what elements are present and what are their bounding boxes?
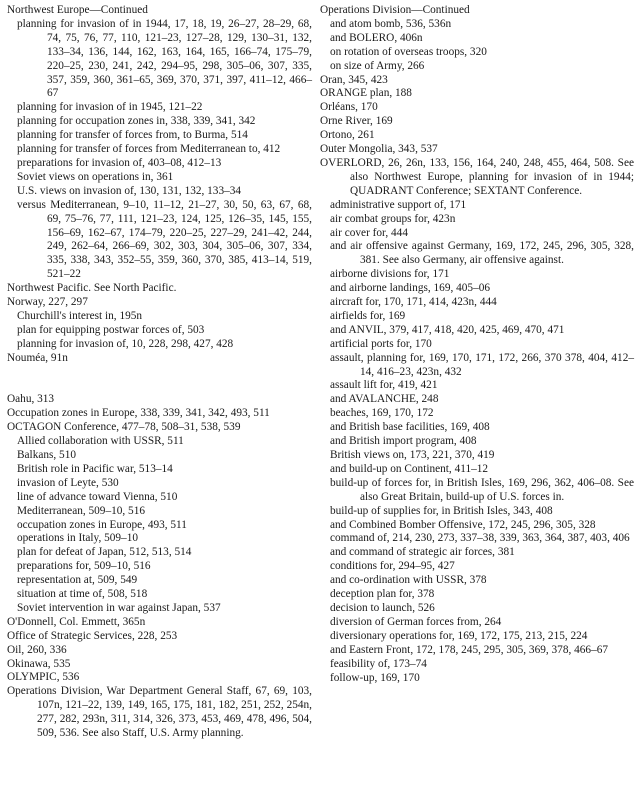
index-subentry: planning for occupation zones in, 338, 339, 341, 342 xyxy=(17,115,256,128)
index-subentry: and air offensive against Germany, 169, 172, 245, 296, 305, 328, 381. See also Germany, air offensive against. xyxy=(330,240,634,267)
index-subentry: and atom bomb, 536, 536n xyxy=(330,17,452,30)
index-subentry: and build-up on Continent, 411–12 xyxy=(330,462,489,475)
index-subentry: planning for invasion of, 10, 228, 298, 427, 428 xyxy=(17,337,234,350)
index-subentry: airfields for, 169 xyxy=(330,309,406,322)
index-subentry: and British base facilities, 169, 408 xyxy=(330,421,490,434)
index-subentry: and AVALANCHE, 248 xyxy=(330,393,439,406)
index-subentry: command of, 214, 230, 273, 337–38, 339, 363, 364, 387, 403, 406 xyxy=(330,532,630,545)
index-entry: Outer Mongolia, 343, 537 xyxy=(320,143,438,156)
index-subentry: artificial ports for, 170 xyxy=(330,337,432,350)
index-subentry: conditions for, 294–95, 427 xyxy=(330,560,455,573)
index-entry: Oran, 345, 423 xyxy=(320,73,388,86)
index-subentry: and airborne landings, 169, 405–06 xyxy=(330,282,491,295)
index-subentry: planning for invasion of in 1944, 17, 18, 19, 26–27, 28–29, 68, 74, 75, 76, 77, 110, 121–23, 127–28, 129, 130–31, 132, 133–34, 136, 144, 162, 163, 164, 165, 166–74, 175–79, 220–25, 230, 241, 242, 294–95, 298, 305–06, 307, 335, 357, 359, 360, 361–65, 369, 370, 371, 397, 411–12, 466–67 xyxy=(17,17,312,100)
index-subentry: Mediterranean, 509–10, 516 xyxy=(17,504,145,517)
index-subentry: Soviet views on operations in, 361 xyxy=(17,170,174,183)
index-subentry: preparations for, 509–10, 516 xyxy=(17,560,151,573)
index-entry: Okinawa, 535 xyxy=(7,657,71,670)
index-entry: Nouméa, 91n xyxy=(7,351,68,364)
index-subentry: preparations for invasion of, 403–08, 412–13 xyxy=(17,156,222,169)
index-subentry: on rotation of overseas troops, 320 xyxy=(330,45,487,58)
index-subentry: and Eastern Front, 172, 178, 245, 295, 305, 369, 378, 466–67 xyxy=(330,643,609,656)
index-entry: Operations Division, War Department General Staff, 67, 69, 103, 107n, 121–22, 139, 149, 165, 175, 181, 182, 251, 252, 254n, 277, 282, 293n, 311, 314, 326, 373, 453, 469, 478, 496, 504, 509, 536. See also Staff, U.S. Army planning. xyxy=(7,685,312,740)
index-subentry: line of advance toward Vienna, 510 xyxy=(17,490,178,503)
index-column-right xyxy=(320,4,634,685)
index-subentry: diversion of German forces from, 264 xyxy=(330,615,502,628)
index-subentry: planning for transfer of forces from Mediterranean to, 412 xyxy=(17,143,281,156)
index-subentry: assault lift for, 419, 421 xyxy=(330,379,438,392)
index-subentry: and command of strategic air forces, 381 xyxy=(330,546,515,559)
index-subentry: planning for transfer of forces from, to Burma, 514 xyxy=(17,129,248,142)
index-subentry: British views on, 173, 221, 370, 419 xyxy=(330,449,495,461)
index-entry: OLYMPIC, 536 xyxy=(7,671,80,684)
index-subentry: planning for invasion of in 1945, 121–22 xyxy=(17,101,203,114)
index-subentry: operations in Italy, 509–10 xyxy=(17,532,138,545)
index-subentry: occupation zones in Europe, 493, 511 xyxy=(17,518,187,531)
index-subentry: U.S. views on invasion of, 130, 131, 132, 133–34 xyxy=(17,184,242,197)
index-subentry: representation at, 509, 549 xyxy=(17,574,138,587)
index-entry: Northwest Europe—Continued xyxy=(7,4,148,16)
index-subentry: plan for defeat of Japan, 512, 513, 514 xyxy=(17,546,192,559)
index-subentry: deception plan for, 378 xyxy=(330,588,435,601)
index-subentry: on size of Army, 266 xyxy=(330,59,425,72)
index-subentry: and Combined Bomber Offensive, 172, 245, 296, 305, 328 xyxy=(330,518,596,531)
index-subentry: air combat groups for, 423n xyxy=(330,212,456,225)
index-subentry: invasion of Leyte, 530 xyxy=(17,476,119,489)
index-subentry: diversionary operations for, 169, 172, 175, 213, 215, 224 xyxy=(330,629,588,642)
index-subentry: beaches, 169, 170, 172 xyxy=(330,407,434,420)
index-entry: Office of Strategic Services, 228, 253 xyxy=(7,629,178,642)
index-subentry: decision to launch, 526 xyxy=(330,601,435,614)
index-subentry: build-up of supplies for, in British Isles, 343, 408 xyxy=(330,504,553,517)
index-entry: Orléans, 170 xyxy=(320,101,378,114)
index-entry: Occupation zones in Europe, 338, 339, 341, 342, 493, 511 xyxy=(7,407,270,420)
index-subentry: Balkans, 510 xyxy=(17,448,76,461)
index-subentry: and ANVIL, 379, 417, 418, 420, 425, 469, 470, 471 xyxy=(330,323,565,336)
index-entry: Northwest Pacific. See North Pacific. xyxy=(7,282,177,295)
index-subentry: versus Mediterranean, 9–10, 11–12, 21–27, 30, 50, 63, 67, 68, 69, 75–76, 77, 111, 121–23, 124, 125, 126–35, 145, 155, 156–69, 162–67, 174–79, 220–25, 227–29, 241–42, 244, 249, 262–64, 266–69, 302, 303, 304, 305–06, 307, 334, 335, 338, 343, 352–55, 359, 360, 370, 385, 413–14, 519, 521–22 xyxy=(17,198,312,281)
index-subentry: air cover for, 444 xyxy=(330,226,408,239)
index-entry: OCTAGON Conference, 477–78, 508–31, 538, 539 xyxy=(7,421,241,434)
index-subentry: airborne divisions for, 171 xyxy=(330,268,450,281)
index-subentry: situation at time of, 508, 518 xyxy=(17,588,148,601)
index-entry: OVERLORD, 26, 26n, 133, 156, 164, 240, 248, 455, 464, 508. See also Northwest Europe, planning for invasion of in 1944; QUADRANT Conference; SEXTANT Conference. xyxy=(320,156,634,197)
index-subentry: Churchill's interest in, 195n xyxy=(17,309,143,322)
index-subentry: Soviet intervention in war against Japan, 537 xyxy=(17,601,221,614)
index-subentry: assault, planning for, 169, 170, 171, 172, 266, 370 378, 404, 412–14, 416–23, 423n, 432 xyxy=(330,351,634,378)
index-subentry: aircraft for, 170, 171, 414, 423n, 444 xyxy=(330,296,497,309)
index-entry: Norway, 227, 297 xyxy=(7,296,88,309)
index-subentry: and British import program, 408 xyxy=(330,435,477,448)
index-subentry: plan for equipping postwar forces of, 503 xyxy=(17,323,205,336)
index-entry: O'Donnell, Col. Emmett, 365n xyxy=(7,615,146,628)
index-entry: Ortono, 261 xyxy=(320,129,375,142)
index-entry: Oahu, 313 xyxy=(7,393,55,406)
index-subentry: feasibility of, 173–74 xyxy=(330,657,427,670)
index-entry: Oil, 260, 336 xyxy=(7,643,67,656)
index-subentry: follow-up, 169, 170 xyxy=(330,671,420,684)
index-subentry: build-up of forces for, in British Isles, 169, 296, 362, 406–08. See also Great Britain, build-up of U.S. forces in. xyxy=(330,476,634,503)
index-subentry: administrative support of, 171 xyxy=(330,198,467,211)
index-entry: ORANGE plan, 188 xyxy=(320,87,412,100)
index-subentry: and BOLERO, 406n xyxy=(330,31,423,44)
index-entry: Orne River, 169 xyxy=(320,115,393,128)
index-subentry: British role in Pacific war, 513–14 xyxy=(17,462,173,475)
index-subentry: Allied collaboration with USSR, 511 xyxy=(17,435,184,448)
index-column-left xyxy=(7,4,312,741)
index-subentry: and co-ordination with USSR, 378 xyxy=(330,574,487,587)
index-entry: Operations Division—Continued xyxy=(320,4,470,16)
